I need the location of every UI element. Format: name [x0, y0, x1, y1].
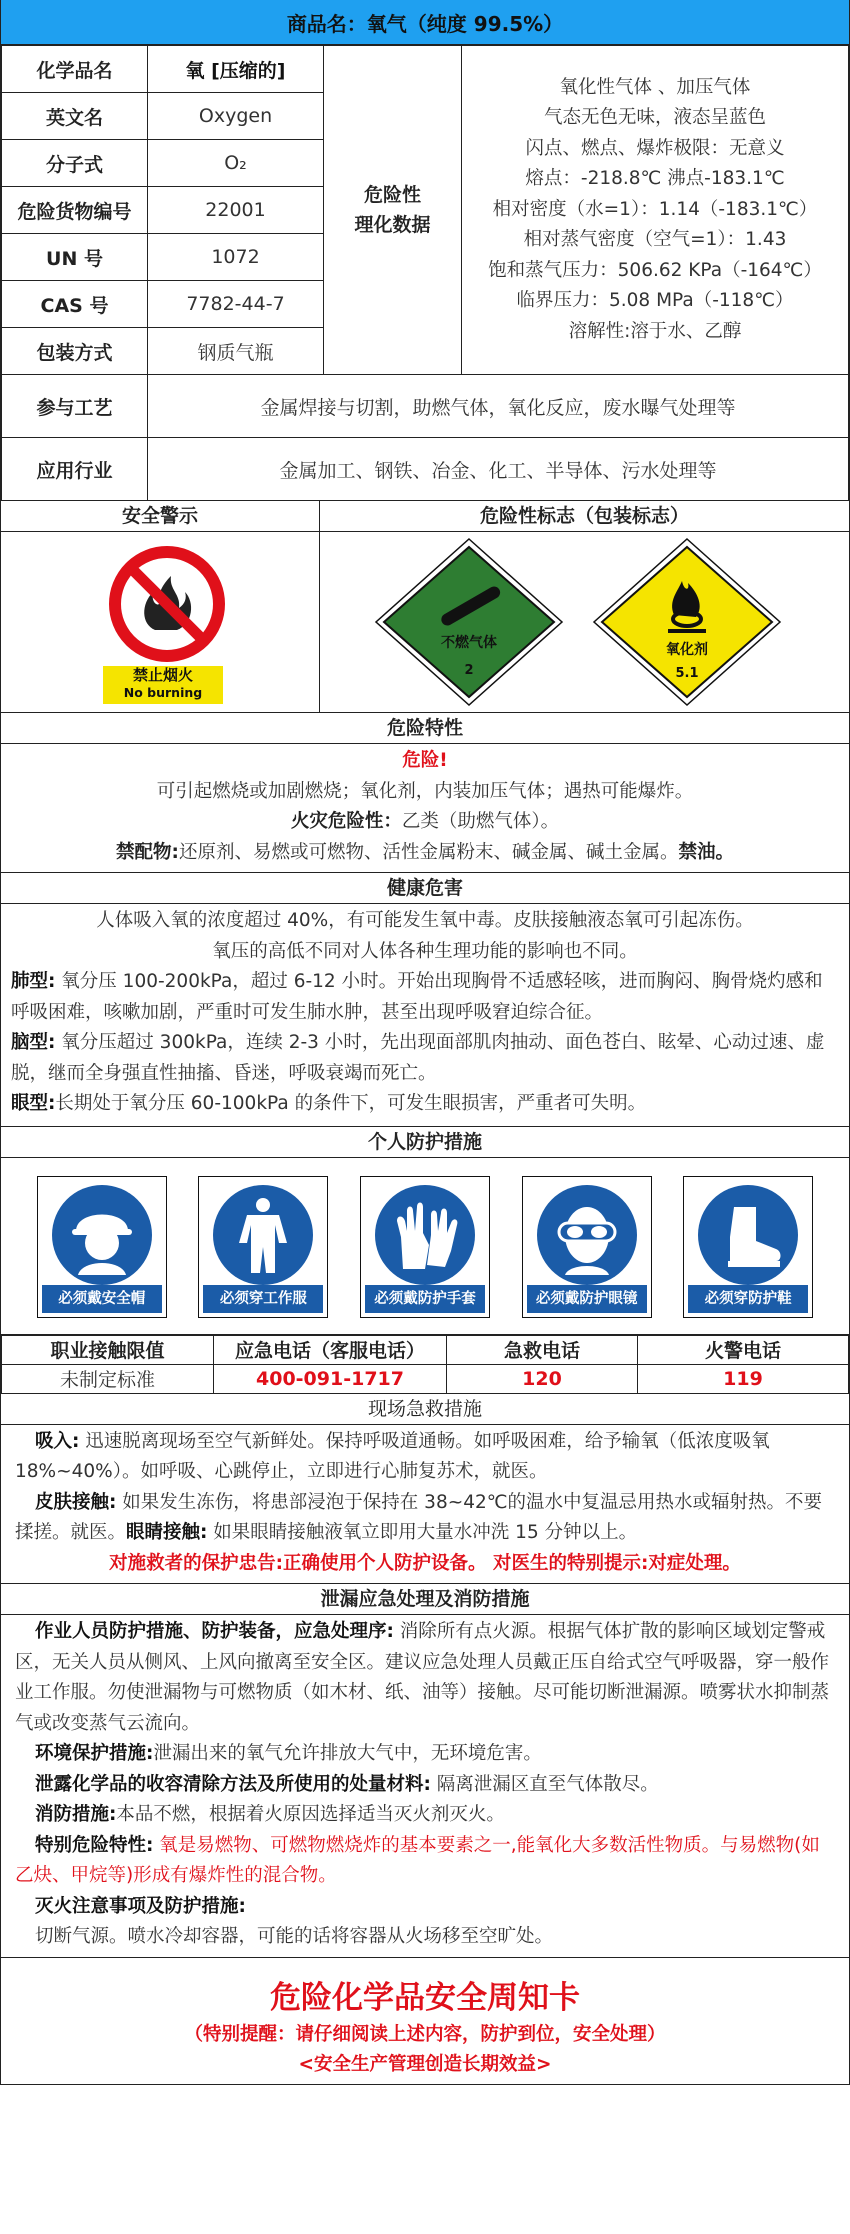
fire-phone[interactable]: 119 — [638, 1364, 849, 1393]
special-hazard — [1, 1831, 849, 1892]
health-line: 氧压的高低不同对人体各种生理功能的影响也不同。 — [212, 940, 638, 962]
eye-contact-label: 眼睛接触: — [126, 1522, 208, 1543]
danger-word: 危险! — [402, 750, 448, 771]
cleanup-method — [1, 1770, 849, 1801]
physchem-line: 气态无色无味，液态呈蓝色 — [543, 107, 766, 129]
contact-header: 急救电话 — [447, 1335, 638, 1364]
cleanup-method-label: 泄露化学品的收容清除方法及所使用的处量材料: — [35, 1773, 431, 1795]
fire-fighting-text: 本品不燃，根据着火原因选择适当灭火剂灭火。 — [116, 1804, 505, 1825]
ppe-label: 必须戴防护手套 — [365, 1285, 485, 1313]
eye-contact-text: 如果眼睛接触液氧立即用大量水冲洗 15 分钟以上。 — [207, 1522, 638, 1543]
value-dg-number: 22001 — [148, 187, 324, 234]
safety-warning-panel — [1, 501, 320, 712]
label-un-number: UN 号 — [2, 234, 148, 281]
hazard-line: 可引起燃烧或加剧燃烧；氧化剂，内装加压气体；遇热可能爆炸。 — [156, 780, 694, 802]
brain-type-label: 脑型: — [11, 1032, 56, 1053]
health-hazard-body — [1, 904, 849, 1126]
contact-header: 职业接触限值 — [2, 1335, 214, 1364]
oxidizer-class: 5.1 — [675, 666, 699, 681]
cleanup-method-text: 隔离泄漏区直至气体散尽。 — [430, 1773, 659, 1795]
incompatible-value: 还原剂、易燃或可燃物、活性金属粉末、碱金属、碱土金属。 — [178, 841, 679, 863]
ppe-gloves — [360, 1176, 490, 1318]
exposure-limit-value: 未制定标准 — [2, 1364, 214, 1393]
spill-body — [1, 1615, 849, 1957]
basic-info-table — [1, 45, 849, 501]
value-packaging: 钢质气瓶 — [148, 328, 324, 375]
ppe-work-clothes — [198, 1176, 328, 1318]
brain-type — [1, 1028, 849, 1089]
hazard-symbols-panel — [320, 501, 849, 712]
footer-slogan: <安全生产管理创造长期效益> — [298, 2053, 552, 2075]
ppe-section — [1, 1127, 849, 1335]
label-dg-number: 危险货物编号 — [2, 187, 148, 234]
skin-contact — [1, 1488, 849, 1549]
physchem-label-line2: 理化数据 — [354, 214, 431, 236]
label-english-name: 英文名 — [2, 93, 148, 140]
ppe-goggles — [522, 1176, 652, 1318]
health-hazard-section — [1, 873, 849, 1127]
lung-type-label: 肺型: — [11, 971, 56, 992]
env-protection-text: 泄漏出来的氧气允许排放大气中，无环境危害。 — [153, 1743, 542, 1764]
spill-protection-label: 作业人员防护措施、防护装备，应急处理序: — [35, 1621, 394, 1642]
first-aid-header: 现场急救措施 — [1, 1394, 849, 1425]
value-un-number: 1072 — [148, 234, 324, 281]
contacts-table — [1, 1335, 849, 1394]
fire-hazard-label: 火灾危险性： — [290, 811, 402, 832]
safety-warning-header: 安全警示 — [1, 501, 319, 532]
ppe-label: 必须穿防护鞋 — [688, 1285, 808, 1313]
lung-type — [1, 967, 849, 1028]
ppe-icons-row — [1, 1158, 849, 1335]
nonflammable-gas-class: 2 — [464, 663, 474, 678]
physchem-line: 饱和蒸气压力：506.62 KPa（-164℃） — [488, 259, 822, 281]
eye-type-text: 长期处于氧分压 60-100kPa 的条件下，可发生眼损害，严重者可失明。 — [55, 1093, 647, 1114]
lung-type-text: 氧分压 100-200kPa，超过 6-12 小时。开始出现胸骨不适感轻咳，进而胸闷、胸骨烧灼感和呼吸困难，咳嗽加剧，严重时可发生肺水肿，甚至出现呼吸窘迫综合征。 — [11, 971, 823, 1023]
fire-hazard-value: 乙类（助燃气体）。 — [401, 811, 560, 832]
no-burning-en: No burning — [123, 685, 203, 700]
physchem-data — [462, 46, 849, 375]
label-cas-number: CAS 号 — [2, 281, 148, 328]
ppe-header: 个人防护措施 — [1, 1127, 849, 1158]
ppe-boots — [683, 1176, 813, 1318]
physchem-line: 熔点：-218.8℃ 沸点-183.1℃ — [525, 168, 785, 190]
spill-protection — [1, 1617, 849, 1739]
spill-protection-text: 消除所有点火源。根据气体扩散的影响区域划定警戒区，无关人员从侧风、上风向撤离至安全区。建议应急处理人员戴正压自给式空气呼吸器，穿一般作业工作服。勿使泄漏物与可燃物质（如木材、纸、油等）接触。尽可能切断泄漏源。喷雾状水抑制蒸气或改变蒸气云流向。 — [15, 1621, 830, 1734]
work-clothes-icon — [213, 1185, 313, 1285]
hazard-symbols-header: 危险性标志（包装标志） — [320, 501, 849, 532]
spill-section — [1, 1584, 849, 1958]
health-hazard-header: 健康危害 — [1, 873, 849, 904]
ppe-hard-hat — [37, 1176, 167, 1318]
no-oil-label: 禁油。 — [678, 841, 734, 863]
fire-fighting — [1, 1800, 849, 1831]
label-chem-name: 化学品名 — [2, 46, 148, 93]
value-chem-name: 氧 [压缩的] — [148, 46, 324, 93]
spill-header: 泄漏应急处理及消防措施 — [1, 1584, 849, 1615]
emergency-phone[interactable]: 400-091-1717 — [214, 1364, 447, 1393]
label-packaging: 包装方式 — [2, 328, 148, 375]
ppe-label: 必须戴安全帽 — [42, 1285, 162, 1313]
gloves-icon — [375, 1185, 475, 1285]
footer-reminder: （特别提醒：请仔细阅读上述内容，防护到位，安全处理） — [184, 2023, 666, 2045]
first-aid-section — [1, 1394, 849, 1585]
oxidizer-text: 氧化剂 — [666, 642, 708, 658]
rescuer-advice: 对施救者的保护忠告:正确使用个人防护设备。 对医生的特别提示:对症处理。 — [109, 1552, 741, 1574]
card-footer — [1, 1958, 849, 2084]
no-fire-icon — [107, 544, 227, 664]
inhalation — [1, 1427, 849, 1488]
hazard-properties-body — [1, 744, 849, 872]
nonflammable-gas-text: 不燃气体 — [441, 635, 497, 651]
no-burning-label — [103, 666, 223, 704]
label-industry: 应用行业 — [2, 438, 148, 501]
special-hazard-text: 氧是易燃物、可燃物燃烧炸的基本要素之一,能氧化大多数活性物质。与易燃物(如乙炔、甲烷等)形成有爆炸性的混合物。 — [15, 1834, 820, 1886]
physchem-line: 氧化性气体 、加压气体 — [559, 76, 751, 98]
physchem-line: 溶解性:溶于水、乙醇 — [568, 320, 742, 342]
no-burning-sign — [1, 532, 319, 712]
value-process: 金属焊接与切割，助燃气体，氧化反应，废水曝气处理等 — [148, 375, 849, 438]
boots-icon — [698, 1185, 798, 1285]
oxidizer-symbol — [592, 537, 782, 707]
physchem-line: 闪点、燃点、爆炸极限：无意义 — [525, 137, 785, 159]
label-process: 参与工艺 — [2, 375, 148, 438]
env-protection — [1, 1739, 849, 1770]
first-aid-phone[interactable]: 120 — [447, 1364, 638, 1393]
extinguish-notes — [1, 1892, 849, 1923]
value-industry: 金属加工、钢铁、冶金、化工、半导体、污水处理等 — [148, 438, 849, 501]
skin-contact-label: 皮肤接触: — [35, 1491, 117, 1513]
hazard-properties-section — [1, 713, 849, 873]
ppe-label: 必须戴防护眼镜 — [527, 1285, 647, 1313]
inhalation-label: 吸入: — [35, 1430, 80, 1452]
physchem-line: 相对密度（水=1）：1.14（-183.1℃） — [492, 198, 818, 220]
env-protection-label: 环境保护措施: — [35, 1743, 154, 1764]
nonflammable-gas-symbol — [374, 537, 564, 707]
inhalation-text: 迅速脱离现场至空气新鲜处。保持呼吸道通畅。如呼吸困难，给予输氧（低浓度吸氧 18%~40%）。如呼吸、心跳停止，立即进行心肺复苏术，就医。 — [15, 1430, 770, 1482]
special-hazard-label: 特别危险特性: — [35, 1834, 154, 1856]
card-title: 危险化学品安全周知卡 — [270, 1979, 580, 2016]
incompatible-label: 禁配物: — [116, 841, 179, 863]
eye-type-label: 眼型: — [11, 1093, 56, 1114]
brain-type-text: 氧分压超过 300kPa，连续 2-3 小时，先出现面部肌肉抽动、面色苍白、眩晕、心动过速、虚脱，继而全身强直性抽搐、昏迷，呼吸衰竭而死亡。 — [11, 1032, 825, 1084]
hazard-symbols-area — [320, 532, 849, 712]
extinguish-notes-label: 灭火注意事项及防护措施: — [35, 1895, 246, 1917]
physchem-label — [324, 46, 462, 375]
contact-header: 应急电话（客服电话） — [214, 1335, 447, 1364]
physchem-label-line1: 危险性 — [363, 184, 421, 206]
hazard-properties-header: 危险特性 — [1, 713, 849, 744]
health-line: 人体吸入氧的浓度超过 40%，有可能发生氧中毒。皮肤接触液态氧可引起冻伤。 — [96, 910, 754, 931]
eye-type — [1, 1089, 849, 1120]
extinguish-notes-text: 切断气源。喷水冷却容器，可能的话将容器从火场移至空旷处。 — [35, 1926, 554, 1947]
symbols-section — [1, 501, 849, 713]
fire-fighting-label: 消防措施: — [35, 1804, 117, 1825]
goggles-icon — [537, 1185, 637, 1285]
skin-contact-text: 如果发生冻伤，将患部浸泡于保持在 38~42℃的温水中复温忌用热水或辐射热。不要揉搓。就医。 — [15, 1491, 823, 1543]
contact-header: 火警电话 — [638, 1335, 849, 1364]
hard-hat-icon — [52, 1185, 152, 1285]
product-title: 商品名：氧气（纯度 99.5%） — [1, 0, 849, 45]
ppe-label: 必须穿工作服 — [203, 1285, 323, 1313]
physchem-line: 临界压力：5.08 MPa（-118℃） — [516, 290, 794, 312]
value-cas-number: 7782-44-7 — [148, 281, 324, 328]
physchem-line: 相对蒸气密度（空气=1）：1.43 — [523, 229, 787, 251]
first-aid-body — [1, 1425, 849, 1584]
label-formula: 分子式 — [2, 140, 148, 187]
no-burning-cn: 禁止烟火 — [132, 666, 193, 684]
value-formula: O₂ — [148, 140, 324, 187]
value-english-name: Oxygen — [148, 93, 324, 140]
